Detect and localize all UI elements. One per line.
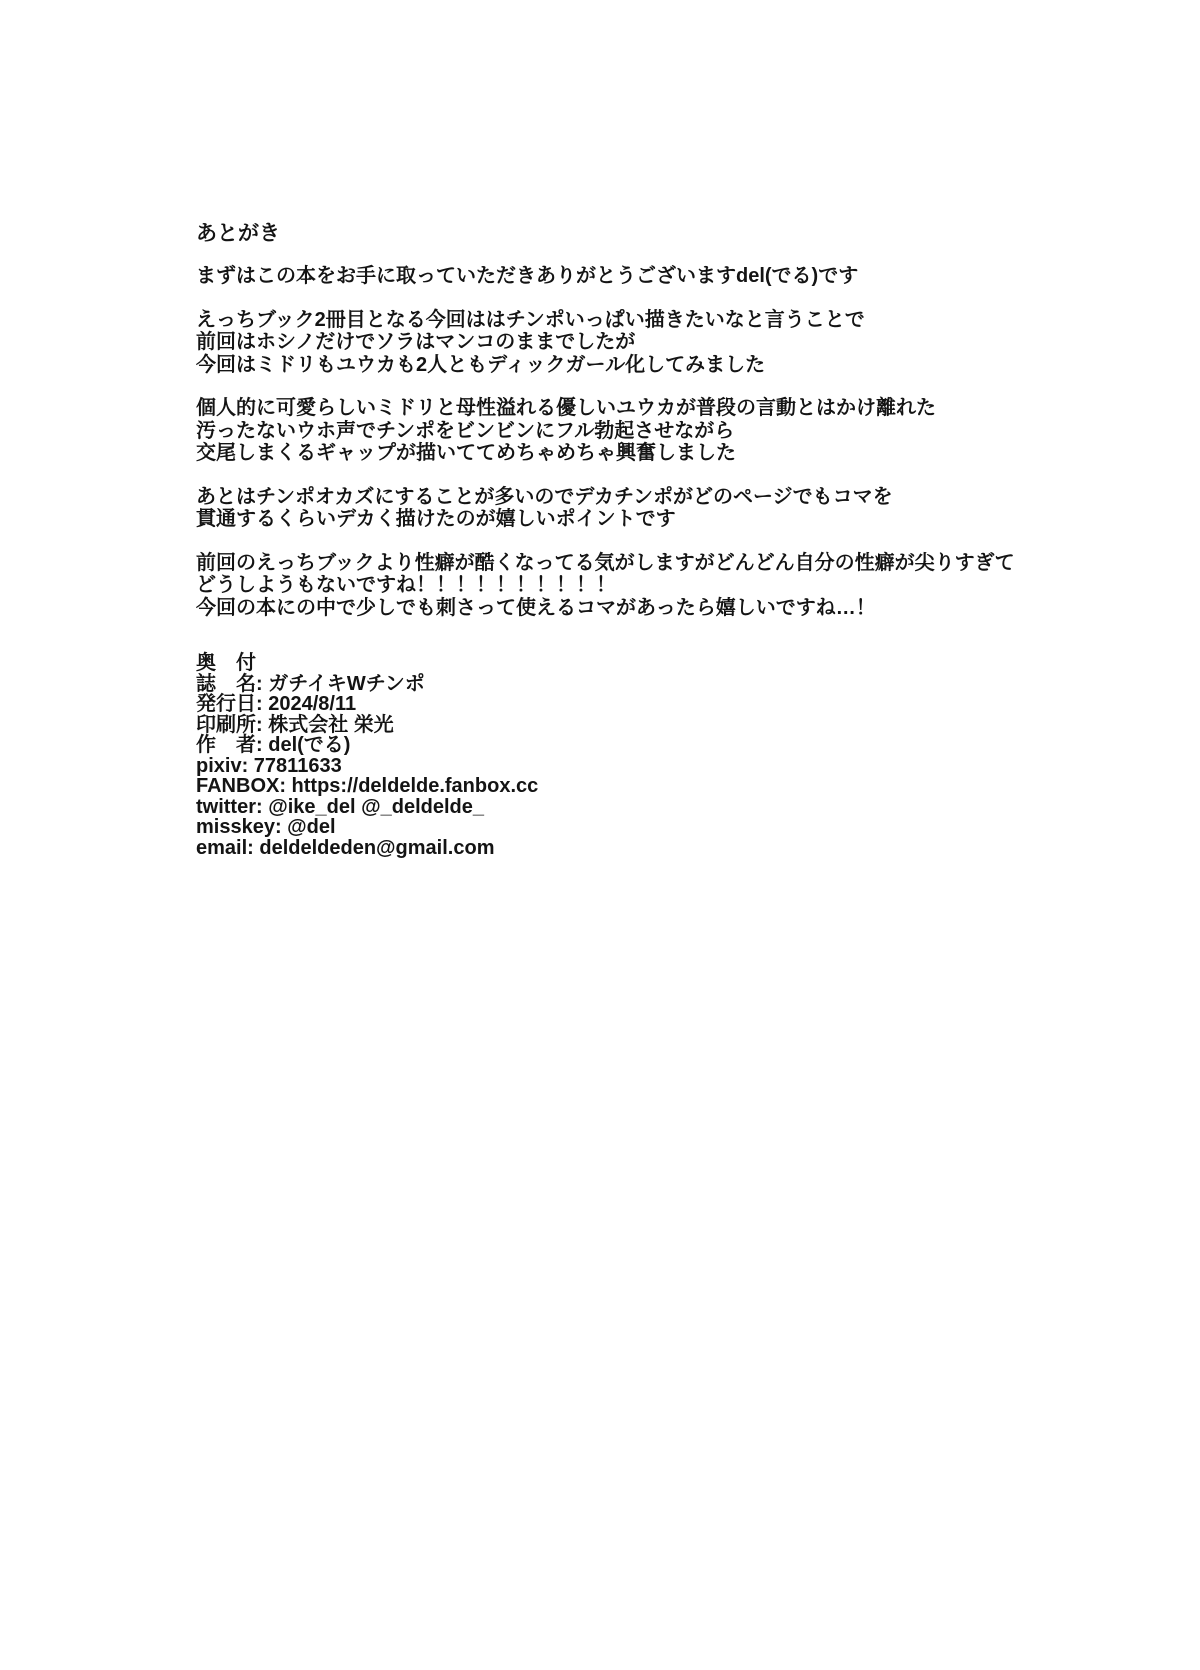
colophon-entry-label: twitter: [196, 795, 263, 818]
colophon-entry-value: @del [281, 816, 336, 838]
colophon-entry [196, 838, 1026, 859]
colophon-entry-value: https://deldelde.fanbox.cc [286, 775, 539, 797]
colophon-entry [196, 797, 1026, 818]
colophon-entry [196, 756, 1026, 777]
colophon-entry [196, 776, 1026, 797]
colophon-entry [196, 817, 1026, 838]
colophon-entry-value: 2024/8/11 [262, 693, 357, 715]
colophon-entry-label: FANBOX: [196, 775, 286, 797]
colophon-entry-value: 株式会社 栄光 [262, 713, 394, 736]
colophon-entries [196, 674, 1026, 859]
afterword-paragraph: 個人的に可愛らしいミドリと母性溢れる優しいユウカが普段の言動とはかけ離れた 汚ったないウホ声でチンポをビンビンにフル勃起させながら 交尾しまくるギャップが描いててめちゃめちゃ興奮しました [196, 397, 936, 464]
colophon-entry [196, 694, 1026, 715]
colophon-heading: 奥 付 [196, 652, 256, 674]
colophon [196, 653, 1026, 858]
afterword-paragraphs [196, 265, 1026, 619]
colophon-entry-label: 誌 名: [196, 672, 263, 695]
colophon-entry-value: ガチイキWチンポ [262, 672, 425, 695]
afterword-paragraph: 前回のえっちブックより性癖が酷くなってる気がしますがどんどん自分の性癖が尖りすぎて どうしようもないですね！！！！！！！！！！ 今回の本にの中で少しでも刺さって使えるコマがあったら嬉しいですね…！ [196, 551, 1015, 619]
afterword-paragraph: あとはチンポオカズにすることが多いのでデカチンポがどのページでもコマを 貫通するくらいデカく描けたのが嬉しいポイントです [196, 485, 893, 530]
colophon-entry-label: email: [196, 836, 254, 859]
afterword-page [196, 222, 1026, 858]
colophon-entry-value: deldeldeden@gmail.com [253, 836, 495, 859]
colophon-entry [196, 674, 1026, 695]
colophon-entry-label: 印刷所: [196, 713, 263, 736]
colophon-entry-value: 77811633 [248, 754, 342, 777]
colophon-entry [196, 715, 1026, 736]
colophon-entry-label: 作 者: [196, 734, 263, 756]
afterword-paragraph: えっちブック2冊目となる今回ははチンポいっぱい描きたいなと言うことで 前回はホシノだけでソラはマンコのままでしたが 今回はミドリもユウカも2人ともディックガール化してみました [196, 308, 865, 376]
colophon-entry-label: pixiv: [196, 754, 249, 777]
colophon-entry-label: misskey: [196, 816, 282, 838]
colophon-entry [196, 735, 1026, 756]
afterword-paragraph: まずはこの本をお手に取っていただきありがとうございますdel(でる)です [196, 265, 859, 287]
colophon-entry-value: @ike_del @_deldelde_ [262, 795, 484, 818]
colophon-entry-value: del(でる) [262, 734, 351, 756]
colophon-entry-label: 発行日: [196, 693, 263, 715]
afterword-heading: あとがき [196, 222, 280, 245]
